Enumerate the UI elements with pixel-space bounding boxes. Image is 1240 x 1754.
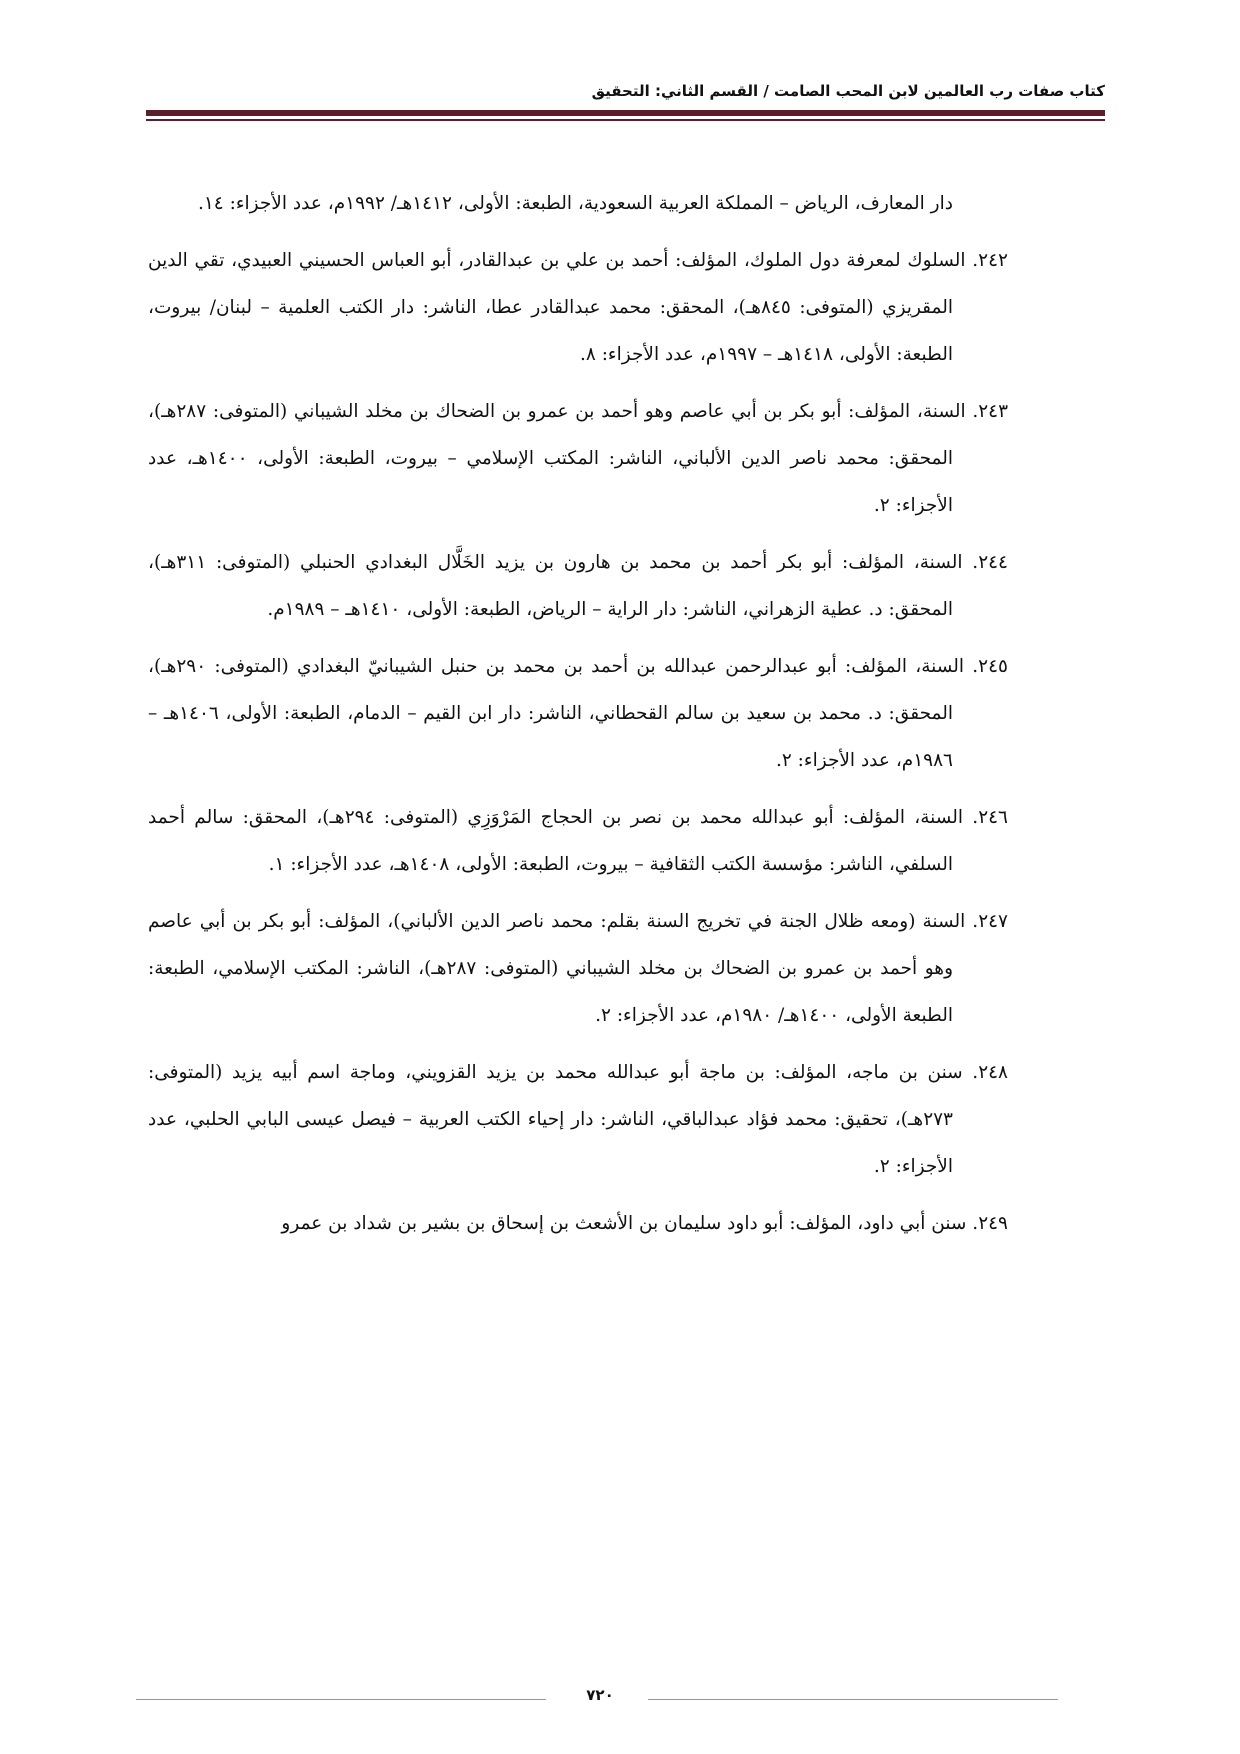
header-rule-thick [146,110,1105,116]
bibliography-entry-continuation [148,180,1008,227]
bibliography-list [148,180,1008,1257]
entry-text: دار المعارف، الرياض – المملكة العربية السعودية، الطبعة: الأولى، ١٤١٢هـ/ ١٩٩٢م، عدد الأجزاء: ١٤. [197,193,953,214]
entry-number: ٢٤٦. [972,807,1008,828]
footer-rule-right [648,1699,1058,1700]
entry-text: السنة، المؤلف: أبو بكر أحمد بن محمد بن هارون بن يزيد الخَلَّال البغدادي الحنبلي (المتوفى: ٣١١هـ)، المحقق: د. عطية الزهراني، الناشر: دار الراية – الرياض، الطبعة: الأولى، ١٤١٠هـ – ١٩٨٩م. [148,552,963,620]
page-number: ٧٢٠ [586,1686,614,1704]
footer-rule-left [136,1699,546,1700]
bibliography-entry-247 [148,898,1008,1039]
entry-number: ٢٤٤. [972,552,1008,573]
entry-number: ٢٤٥. [972,656,1008,677]
bibliography-entry-248 [148,1049,1008,1190]
entry-number: ٢٤٩. [972,1213,1008,1234]
entry-text: السلوك لمعرفة دول الملوك، المؤلف: أحمد بن علي بن عبدالقادر، أبو العباس الحسيني العبيدي، تقي الدين المقريزي (المتوفى: ٨٤٥هـ)، المحقق: محمد عبدالقادر عطا، الناشر: دار الكتب العلمية – لبنان/ بيروت، الطبعة: الأولى، ١٤١٨هـ – ١٩٩٧م، عدد الأجزاء: ٨. [148,250,966,365]
bibliography-entry-243 [148,388,1008,529]
bibliography-entry-249 [148,1200,1008,1247]
running-header-title: كتاب صفات رب العالمين لابن المحب الصامت / القسم الثاني: التحقيق [591,82,1105,100]
entry-number: ٢٤٨. [972,1062,1008,1083]
entry-text: سنن بن ماجه، المؤلف: بن ماجة أبو عبدالله محمد بن يزيد القزويني، وماجة اسم أبيه يزيد (المتوفى: ٢٧٣هـ)، تحقيق: محمد فؤاد عبدالباقي، الناشر: دار إحياء الكتب العربية – فيصل عيسى البابي الحلبي، عدد الأجزاء: ٢. [148,1062,963,1177]
entry-text: السنة (ومعه ظلال الجنة في تخريج السنة بقلم: محمد ناصر الدين الألباني)، المؤلف: أبو بكر بن أبي عاصم وهو أحمد بن عمرو بن الضحاك بن مخلد الشيباني (المتوفى: ٢٨٧هـ)، الناشر: المكتب الإسلامي، الطبعة: الطبعة الأولى، ١٤٠٠هـ/ ١٩٨٠م، عدد الأجزاء: ٢. [148,911,966,1026]
bibliography-entry-242 [148,237,1008,378]
entry-text: السنة، المؤلف: أبو عبدالرحمن عبدالله بن أحمد بن محمد بن حنبل الشيبانيّ البغدادي (المتوفى: ٢٩٠هـ)، المحقق: د. محمد بن سعيد بن سالم القحطاني، الناشر: دار ابن القيم – الدمام، الطبعة: الأولى، ١٤٠٦هـ – ١٩٨٦م، عدد الأجزاء: ٢. [148,656,965,771]
entry-number: ٢٤٣. [972,401,1009,422]
entry-text: السنة، المؤلف: أبو بكر بن أبي عاصم وهو أحمد بن عمرو بن الضحاك بن مخلد الشيباني (المتوفى: ٢٨٧هـ)، المحقق: محمد ناصر الدين الألباني، الناشر: المكتب الإسلامي – بيروت، الطبعة: الأولى، ١٤٠٠هـ، عدد الأجزاء: ٢. [148,401,966,516]
bibliography-entry-245 [148,643,1008,784]
entry-number: ٢٤٧. [972,911,1008,932]
entry-text: السنة، المؤلف: أبو عبدالله محمد بن نصر بن الحجاج المَرْوَزِي (المتوفى: ٢٩٤هـ)، المحقق: سالم أحمد السلفي، الناشر: مؤسسة الكتب الثقافية – بيروت، الطبعة: الأولى، ١٤٠٨هـ، عدد الأجزاء: ١. [148,807,964,875]
bibliography-entry-246 [148,794,1008,888]
entry-number: ٢٤٢. [972,250,1008,271]
entry-text: سنن أبي داود، المؤلف: أبو داود سليمان بن الأشعث بن إسحاق بن بشير بن شداد بن عمرو [281,1213,967,1234]
header-rule-thin [146,119,1105,121]
bibliography-entry-244 [148,539,1008,633]
